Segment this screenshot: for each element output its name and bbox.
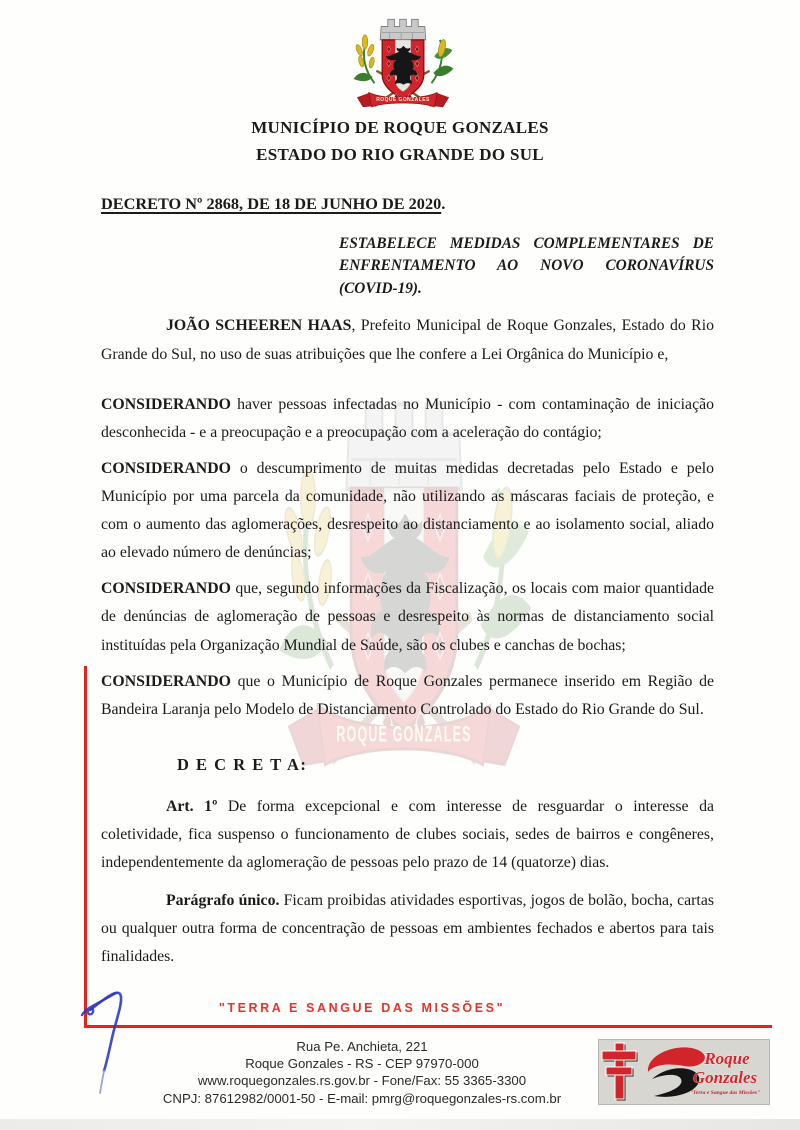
decree-title-underlined: DECRETO Nº 2868, DE 18 DE JUNHO DE 2020 — [101, 194, 442, 213]
letterhead-titles — [0, 119, 800, 163]
municipal-coat-of-arms — [346, 9, 460, 112]
preamble-text: , Prefeito Municipal de Roque Gonzales, Estado do Rio Grande do Sul, no uso de suas atribuições que lhe confere a Lei Orgânica do Município e, — [101, 317, 714, 363]
decreta-heading: D E C R E T A: — [177, 754, 308, 774]
article-lead: Art. 1º — [166, 797, 218, 815]
address-cnpj-email: CNPJ: 87612982/0001-50 - E-mail: pmrg@roquegonzales-rs.com.br — [162, 1090, 562, 1106]
article-text: Ficam proibidas atividades esportivas, jogos de bolão, bocha, cartas ou qualquer outra forma de concentração de pessoas em ambientes fechados e abertos para tais finalidades. — [101, 892, 714, 966]
logo-tagline: "Terra e Sangue das Missões" — [689, 1090, 761, 1096]
municipality-name: MUNICÍPIO DE ROQUE GONZALES — [251, 118, 549, 137]
decree-title-period: . — [441, 194, 446, 213]
consideration-text: que o Município de Roque Gonzales permanece inserido em Região de Bandeira Laranja pelo Modelo de Distanciamento Controlado do Estado do Rio Grande do Sul. — [101, 672, 714, 718]
address-city-cep: Roque Gonzales - RS - CEP 97970-000 — [245, 1056, 479, 1072]
consideration-paragraph — [101, 575, 714, 659]
logo-name-line1: Roque — [704, 1049, 750, 1068]
consideration-lead: CONSIDERANDO — [101, 672, 231, 690]
consideration-text: o descumprimento de muitas medidas decretadas pelo Estado e pelo Município por uma parcela da comunidade, não utilizando as máscaras faciais de proteção, e com o aumento das aglomerações, desrespeito ao distanciamento e ao isolamento social, aliado ao elevado número de denúncias; — [101, 459, 714, 562]
address-site-phone: www.roquegonzales.rs.gov.br - Fone/Fax: 55 3365-3300 — [197, 1073, 527, 1089]
municipal-slogan: "TERRA E SANGUE DAS MISSÕES" — [218, 1001, 506, 1015]
consideration-paragraph — [101, 391, 714, 447]
mayor-name: JOÃO SCHEEREN HAAS — [166, 317, 352, 335]
address-street: Rua Pe. Anchieta, 221 — [296, 1039, 428, 1054]
consideration-lead: CONSIDERANDO — [101, 459, 231, 477]
address-block — [162, 1038, 562, 1107]
consideration-text: haver pessoas infectadas no Município - com contaminação de iniciação desconhecida - e a preocupação e a preocupação com a aceleração do contágio; — [101, 395, 714, 441]
state-name: ESTADO DO RIO GRANDE DO SUL — [256, 145, 544, 164]
sole-paragraph — [101, 887, 714, 971]
consideration-text: que, segundo informações da Fiscalização, os locais com maior quantidade de denúncias de aglomeração de pessoas e desrespeito às normas de distanciamento social instituídas pela Organização Mundial de Saúde, são os clubes e canchas de bochas; — [101, 580, 714, 654]
consideration-paragraph — [101, 455, 714, 567]
decree-title — [101, 194, 714, 214]
article-text: De forma excepcional e com interesse de resguardar o interesse da coletividade, fica suspenso o funcionamento de clubes sociais, sedes de bairros e congêneres, independentemente da aglomeração de pessoas pelo prazo de 14 (quatorze) dias. — [101, 797, 714, 872]
decree-summary: ESTABELECE MEDIDAS COMPLEMENTARES DE ENFRENTAMENTO AO NOVO CORONAVÍRUS (COVID-19). — [339, 235, 714, 297]
consideration-lead: CONSIDERANDO — [101, 580, 231, 598]
consideration-paragraph — [101, 668, 714, 724]
decree-body — [101, 188, 714, 972]
article-lead: Parágrafo único. — [166, 892, 280, 910]
consideration-lead: CONSIDERANDO — [101, 395, 231, 413]
municipality-logo — [598, 1039, 770, 1105]
article-1-paragraph — [101, 793, 714, 877]
preamble-paragraph — [101, 312, 714, 368]
logo-name-line2: Gonzales — [692, 1068, 758, 1087]
scan-bottom-edge — [0, 1119, 800, 1130]
